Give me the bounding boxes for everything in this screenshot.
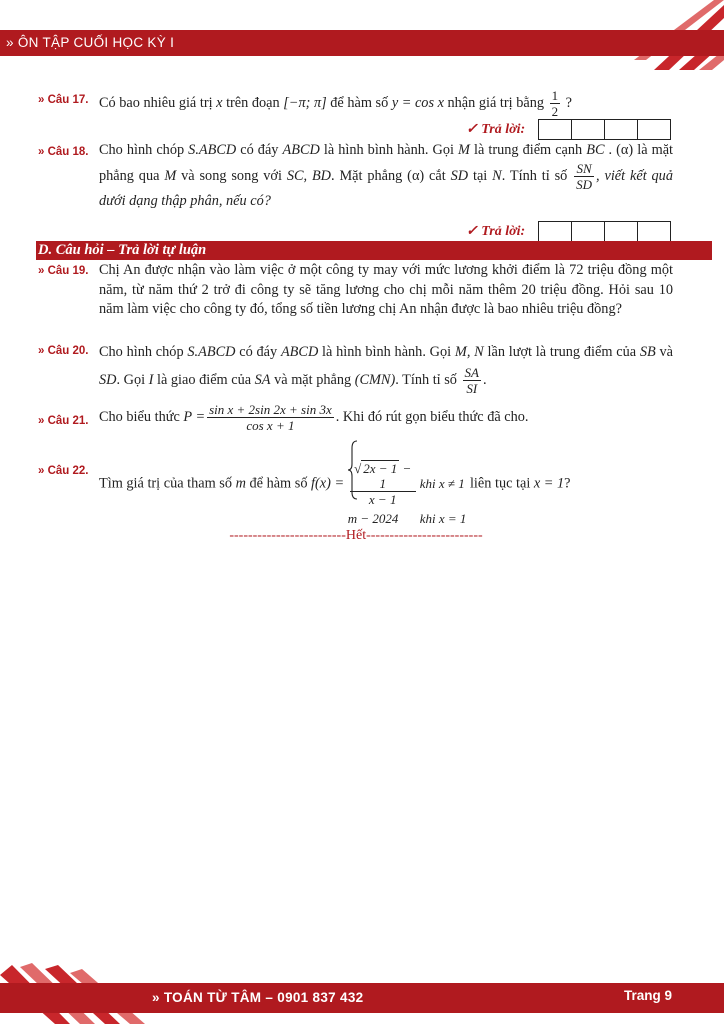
fraction-p-expression: $\frac{\text{sin x + 2sin 2x + sin 3x}}{\text{cos x + 1}}$ (209, 402, 332, 433)
answer-box[interactable] (604, 221, 638, 242)
question-21-label: » Câu 21. (38, 415, 89, 427)
question-22-label: » Câu 22. (38, 465, 89, 477)
answer-box[interactable] (637, 221, 671, 242)
question-18-label: » Câu 18. (38, 146, 89, 158)
answer-boxes (539, 119, 671, 140)
left-brace-icon (348, 440, 358, 500)
question-22-text: Tìm giá trị của tham số m để hàm số f(x) = $\frac{√ 2x - 1 - 1}{x - 1}$ khi x ≠ 1 m − 2024 khi x = 1 liên tục tại x = 1? (99, 440, 673, 528)
answer-box[interactable] (604, 119, 638, 140)
fraction-one-half: $\frac{1}{2}$ (551, 88, 559, 119)
fraction-sa-si: $\frac{SA}{SI}$ (464, 365, 479, 396)
answer-label: ✓ Trả lời: (466, 224, 526, 239)
fraction-sn-sd: $\frac{SN}{SD}$ (576, 160, 593, 192)
question-19-text: Chị An được nhận vào làm việc ở một công ty may với mức lương khởi điểm là 72 triệu đồng một năm, từ năm thứ 2 trở đi công ty sẽ tăng lương cho chị mỗi năm thêm 20 triệu đồng. Hỏi sau 10 năm làm việc cho công ty đó, tổng số tiền lương chị An nhận được là bao nhiêu triệu đồng? (99, 262, 673, 318)
answer-box[interactable] (538, 221, 572, 242)
answer-box[interactable] (637, 119, 671, 140)
footer-contact: » TOÁN TỪ TÂM – 0901 837 432 (152, 990, 364, 1005)
question-20-label: » Câu 20. (38, 345, 89, 357)
answer-box[interactable] (538, 119, 572, 140)
question-20-text: Cho hình chóp S.ABCD có đáy ABCD là hình bình hành. Gọi M, N lần lượt là trung điểm của SB và SD. Gọi I là giao điểm của SA và mặt phẳng (CMN). Tính tỉ số $\frac{SA}{SI}$ . (99, 344, 674, 396)
question-19-label: » Câu 19. (38, 265, 89, 277)
section-d-title: D. Câu hỏi – Trả lời tự luận (38, 242, 207, 258)
piecewise-function: $\frac{√ 2x - 1 - 1}{x - 1}$ khi x ≠ 1 m − 2024 khi x = 1 (348, 440, 467, 528)
answer-boxes (539, 221, 671, 242)
answer-box[interactable] (571, 221, 605, 242)
question-17-text: Có bao nhiêu giá trị x trên đoạn [−π; π] để hàm số y = cos x nhận giá trị bằng $\frac{1}{2}$ ? (99, 88, 572, 119)
page-number: Trang 9 (623, 988, 672, 1003)
question-18-text: Cho hình chóp S.ABCD có đáy ABCD là hình bình hành. Gọi M là trung điểm cạnh BC . (α) là mặt phẳng qua M và song song với SC, BD. Mặt phẳng (α) cắt SD tại N. Tính tỉ số $\frac{SN}{SD}$ , viết kết quả dưới dạng thập phân, nếu có? (99, 142, 674, 209)
question-21-text: Cho biểu thức P = $\frac{\text{sin x + 2sin 2x + sin 3x}}{\text{cos x + 1}}$ . Khi đó rút gọn biểu thức đã cho. (99, 402, 529, 433)
answer-label: ✓ Trả lời: (466, 122, 526, 137)
answer-box[interactable] (571, 119, 605, 140)
question-17-label: » Câu 17. (38, 94, 89, 106)
header-title: » ÔN TẬP CUỐI HỌC KỲ I (6, 35, 175, 50)
end-marker: -------------------------Hết------------------------- (229, 528, 483, 543)
